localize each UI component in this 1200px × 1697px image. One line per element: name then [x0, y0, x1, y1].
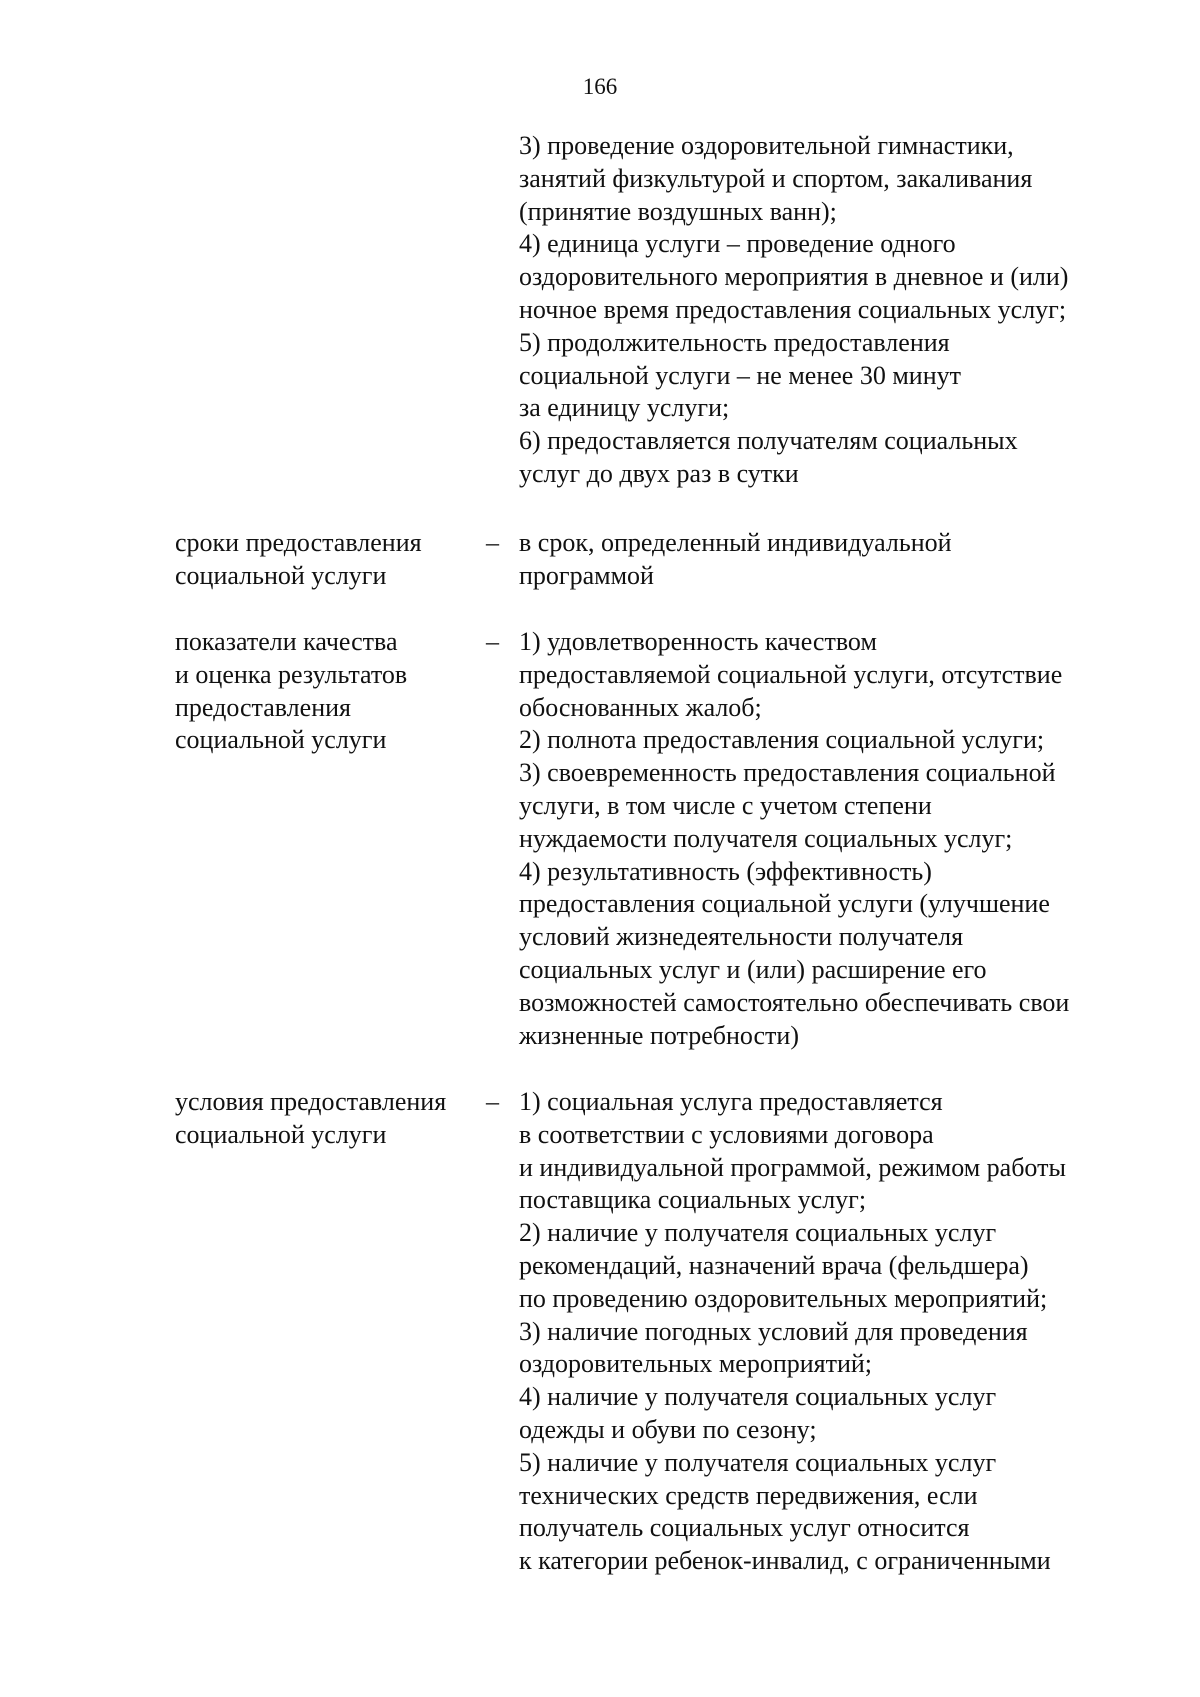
section-label: [175, 1086, 446, 1152]
separator-dash: –: [486, 528, 499, 557]
section-value: [519, 626, 1069, 1052]
value-line: и индивидуальной программой, режимом работы: [519, 1152, 1066, 1182]
value-line: предоставления социальной услуги (улучшение: [519, 889, 1050, 919]
value-line: обоснованных жалоб;: [519, 692, 762, 722]
text-line: 6) предоставляется получателям социальных: [519, 426, 1018, 456]
label-line: социальной услуги: [175, 1119, 387, 1149]
value-line: 2) наличие у получателя социальных услуг: [519, 1218, 997, 1248]
value-line: в соответствии с условиями договора: [519, 1119, 934, 1149]
section-label: [175, 527, 422, 593]
text-line: услуг до двух раз в сутки: [519, 458, 799, 488]
intro-text-block: [519, 130, 1068, 491]
value-line: по проведению оздоровительных мероприятий;: [519, 1283, 1048, 1313]
value-line: 4) результативность (эффективность): [519, 856, 932, 886]
label-line: показатели качества: [175, 627, 398, 656]
value-line: предоставляемой социальной услуги, отсутствие: [519, 659, 1063, 689]
value-line: оздоровительных мероприятий;: [519, 1349, 873, 1379]
label-line: предоставления: [175, 692, 351, 722]
label-line: условия предоставления: [175, 1087, 447, 1116]
text-line: оздоровительного мероприятия в дневное и (или): [519, 262, 1069, 292]
text-line: 3) проведение оздоровительной гимнастики,: [519, 131, 1014, 160]
value-line: рекомендаций, назначений врача (фельдшера): [519, 1250, 1029, 1280]
text-line: ночное время предоставления социальных услуг;: [519, 294, 1067, 324]
text-line: (принятие воздушных ванн);: [519, 196, 837, 226]
text-line: социальной услуги – не менее 30 минут: [519, 360, 961, 390]
text-line: 5) продолжительность предоставления: [519, 327, 950, 357]
label-line: сроки предоставления: [175, 528, 422, 557]
value-line: 3) своевременность предоставления социальной: [519, 758, 1056, 788]
label-line: и оценка результатов: [175, 659, 408, 689]
value-line: технических средств передвижения, если: [519, 1480, 978, 1510]
value-line: 3) наличие погодных условий для проведения: [519, 1316, 1028, 1346]
text-line: занятий физкультурой и спортом, закаливания: [519, 163, 1033, 193]
value-line: жизненные потребности): [519, 1020, 799, 1050]
value-line: 2) полнота предоставления социальной услуги;: [519, 725, 1045, 755]
separator-dash: –: [486, 1087, 499, 1116]
separator-dash: –: [486, 627, 499, 656]
label-line: социальной услуги: [175, 560, 387, 590]
page-number: 166: [582, 74, 618, 99]
value-line: 5) наличие у получателя социальных услуг: [519, 1447, 997, 1477]
value-line: получатель социальных услуг относится: [519, 1513, 970, 1543]
value-line: поставщика социальных услуг;: [519, 1185, 867, 1215]
section-value: [519, 1086, 1066, 1578]
value-line: услуги, в том числе с учетом степени: [519, 790, 932, 820]
label-line: социальной услуги: [175, 725, 387, 755]
section-value: [519, 527, 952, 593]
section-label: [175, 626, 407, 757]
value-line: к категории ребенок-инвалид, с ограниченными: [519, 1546, 1051, 1576]
value-line: 4) наличие у получателя социальных услуг: [519, 1382, 997, 1412]
text-line: 4) единица услуги – проведение одного: [519, 229, 956, 259]
value-line: условий жизнедеятельности получателя: [519, 922, 964, 952]
value-line: одежды и обуви по сезону;: [519, 1414, 817, 1444]
value-line: нуждаемости получателя социальных услуг;: [519, 823, 1013, 853]
text-line: за единицу услуги;: [519, 393, 730, 423]
value-line: в срок, определенный индивидуальной: [519, 528, 952, 557]
value-line: возможностей самостоятельно обеспечивать свои: [519, 987, 1070, 1017]
value-line: 1) социальная услуга предоставляется: [519, 1087, 943, 1116]
value-line: 1) удовлетворенность качеством: [519, 627, 877, 656]
value-line: социальных услуг и (или) расширение его: [519, 954, 987, 984]
value-line: программой: [519, 560, 654, 590]
